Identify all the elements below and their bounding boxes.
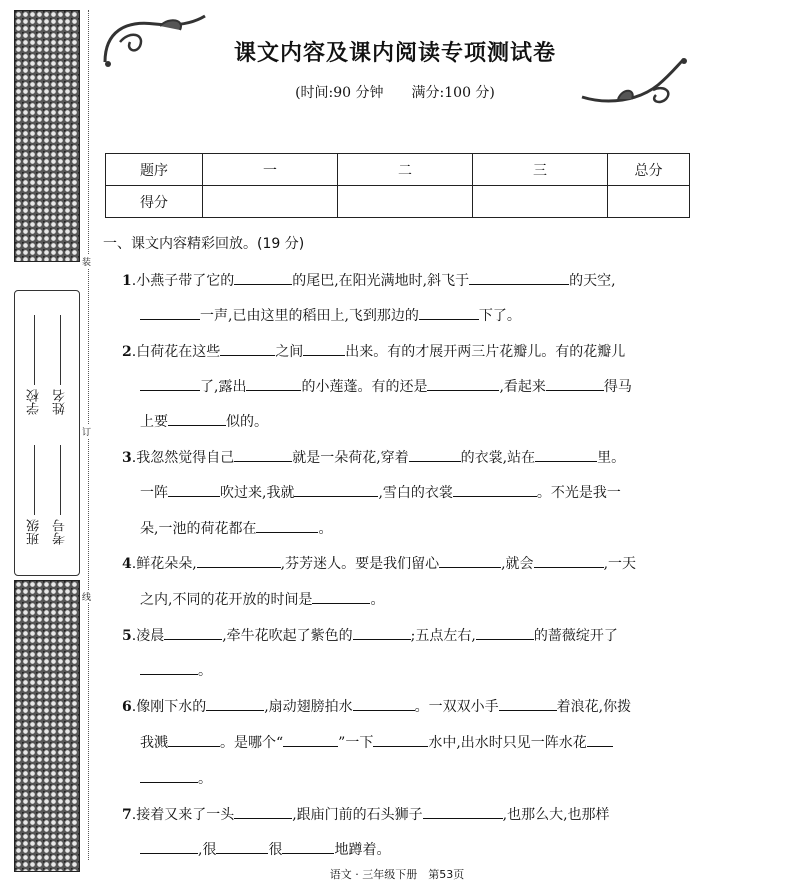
answer-blank[interactable] bbox=[256, 518, 318, 533]
score-table bbox=[105, 153, 690, 218]
question-7-line-1: 7.接着又来了一头 ,跟庙门前的石头狮子 ,也那么大,也那样 bbox=[122, 804, 610, 824]
question-5-line-2: 。 bbox=[140, 660, 212, 680]
answer-blank[interactable] bbox=[140, 376, 200, 391]
score-cell: 一 bbox=[203, 154, 338, 186]
answer-blank[interactable] bbox=[282, 839, 334, 854]
score-header-row bbox=[106, 154, 690, 186]
time-and-score-info: (时间:90 分钟 满分:100 分) bbox=[295, 85, 495, 101]
question-3-line-3: 朵,一池的荷花都在 。 bbox=[140, 518, 332, 538]
score-input-cell[interactable] bbox=[203, 186, 338, 218]
answer-blank[interactable] bbox=[587, 732, 613, 747]
answer-blank[interactable] bbox=[168, 411, 226, 426]
answer-blank[interactable] bbox=[140, 839, 198, 854]
answer-blank[interactable] bbox=[206, 696, 264, 711]
answer-blank[interactable] bbox=[140, 768, 198, 783]
question-2-line-2: 了,露出 的小莲蓬。有的还是 ,看起来 得马 bbox=[140, 376, 632, 396]
answer-blank[interactable] bbox=[140, 660, 198, 675]
page-title: 课文内容及课内阅读专项测试卷 bbox=[233, 41, 556, 66]
answer-blank[interactable] bbox=[234, 270, 292, 285]
score-input-cell[interactable] bbox=[608, 186, 690, 218]
cut-mark-top: 装 bbox=[82, 255, 91, 268]
answer-blank[interactable] bbox=[534, 553, 604, 568]
exam-number-field: 考号 bbox=[51, 441, 70, 545]
question-7-line-2: ,很 很 地蹲着。 bbox=[140, 839, 390, 859]
answer-blank[interactable] bbox=[535, 447, 597, 462]
answer-blank[interactable] bbox=[546, 376, 604, 391]
answer-blank[interactable] bbox=[164, 625, 222, 640]
name-field: 姓名 bbox=[51, 311, 70, 415]
score-cell: 二 bbox=[338, 154, 473, 186]
question-1-line-2: 一声,已由这里的稻田上,飞到那边的 下了。 bbox=[140, 305, 521, 325]
cut-mark-middle: 订 bbox=[82, 425, 91, 438]
answer-blank[interactable] bbox=[453, 482, 537, 497]
page-footer: 语文 · 三年级下册 第53页 bbox=[329, 868, 465, 881]
answer-blank[interactable] bbox=[373, 732, 428, 747]
answer-blank[interactable] bbox=[419, 305, 479, 320]
score-input-cell[interactable] bbox=[338, 186, 473, 218]
question-6-line-2: 我溅 。是哪个“ ”一下 水中,出水时只见一阵水花 bbox=[140, 732, 613, 752]
score-input-cell[interactable] bbox=[473, 186, 608, 218]
question-3-line-1: 3.我忽然觉得自己 就是一朵荷花,穿着 的衣裳,站在 里。 bbox=[122, 447, 625, 467]
answer-blank[interactable] bbox=[168, 732, 220, 747]
binding-pattern-top bbox=[14, 10, 80, 262]
answer-blank[interactable] bbox=[168, 482, 220, 497]
question-3-line-2: 一阵 吹过来,我就 ,雪白的衣裳 。不光是我一 bbox=[140, 482, 621, 502]
section-heading: 一、课文内容精彩回放。(19 分) bbox=[103, 236, 305, 252]
answer-blank[interactable] bbox=[499, 696, 557, 711]
answer-blank[interactable] bbox=[294, 482, 378, 497]
answer-blank[interactable] bbox=[353, 696, 415, 711]
answer-blank[interactable] bbox=[140, 305, 200, 320]
answer-blank[interactable] bbox=[476, 625, 534, 640]
student-info-panel bbox=[14, 290, 80, 576]
answer-blank[interactable] bbox=[409, 447, 461, 462]
answer-blank[interactable] bbox=[234, 447, 292, 462]
class-field: 班级 bbox=[25, 441, 44, 545]
question-6-line-3: 。 bbox=[140, 768, 212, 788]
answer-blank[interactable] bbox=[197, 553, 281, 568]
question-4-line-2: 之内,不同的花开放的时间是 。 bbox=[140, 589, 384, 609]
answer-blank[interactable] bbox=[312, 589, 370, 604]
answer-blank[interactable] bbox=[469, 270, 569, 285]
question-2-line-1: 2.白荷花在这些 之间 出来。有的才展开两三片花瓣儿。有的花瓣儿 bbox=[122, 341, 625, 361]
answer-blank[interactable] bbox=[303, 341, 345, 356]
answer-blank[interactable] bbox=[423, 804, 503, 819]
answer-blank[interactable] bbox=[234, 804, 292, 819]
score-cell: 三 bbox=[473, 154, 608, 186]
answer-blank[interactable] bbox=[427, 376, 499, 391]
question-1-line-1: 1.小燕子带了它的 的尾巴,在阳光满地时,斜飞于 的天空, bbox=[122, 270, 616, 290]
answer-blank[interactable] bbox=[216, 839, 268, 854]
question-5-line-1: 5.凌晨 ,牵牛花吹起了紫色的 ;五点左右, 的蔷薇绽开了 bbox=[122, 625, 618, 645]
answer-blank[interactable] bbox=[246, 376, 301, 391]
score-cell: 得分 bbox=[106, 186, 203, 218]
cut-mark-bottom: 线 bbox=[82, 590, 91, 603]
score-value-row bbox=[106, 186, 690, 218]
answer-blank[interactable] bbox=[220, 341, 275, 356]
question-4-line-1: 4.鲜花朵朵, ,芬芳迷人。要是我们留心 ,就会 ,一天 bbox=[122, 553, 636, 573]
school-field: 学校 bbox=[25, 311, 44, 415]
question-6-line-1: 6.像刚下水的 ,扇动翅膀拍水 。一双双小手 着浪花,你拨 bbox=[122, 696, 631, 716]
score-cell: 总分 bbox=[608, 154, 690, 186]
answer-blank[interactable] bbox=[439, 553, 501, 568]
answer-blank[interactable] bbox=[283, 732, 338, 747]
question-2-line-3: 上要 似的。 bbox=[140, 411, 268, 431]
answer-blank[interactable] bbox=[353, 625, 411, 640]
score-cell: 题序 bbox=[106, 154, 203, 186]
binding-pattern-bottom bbox=[14, 580, 80, 872]
